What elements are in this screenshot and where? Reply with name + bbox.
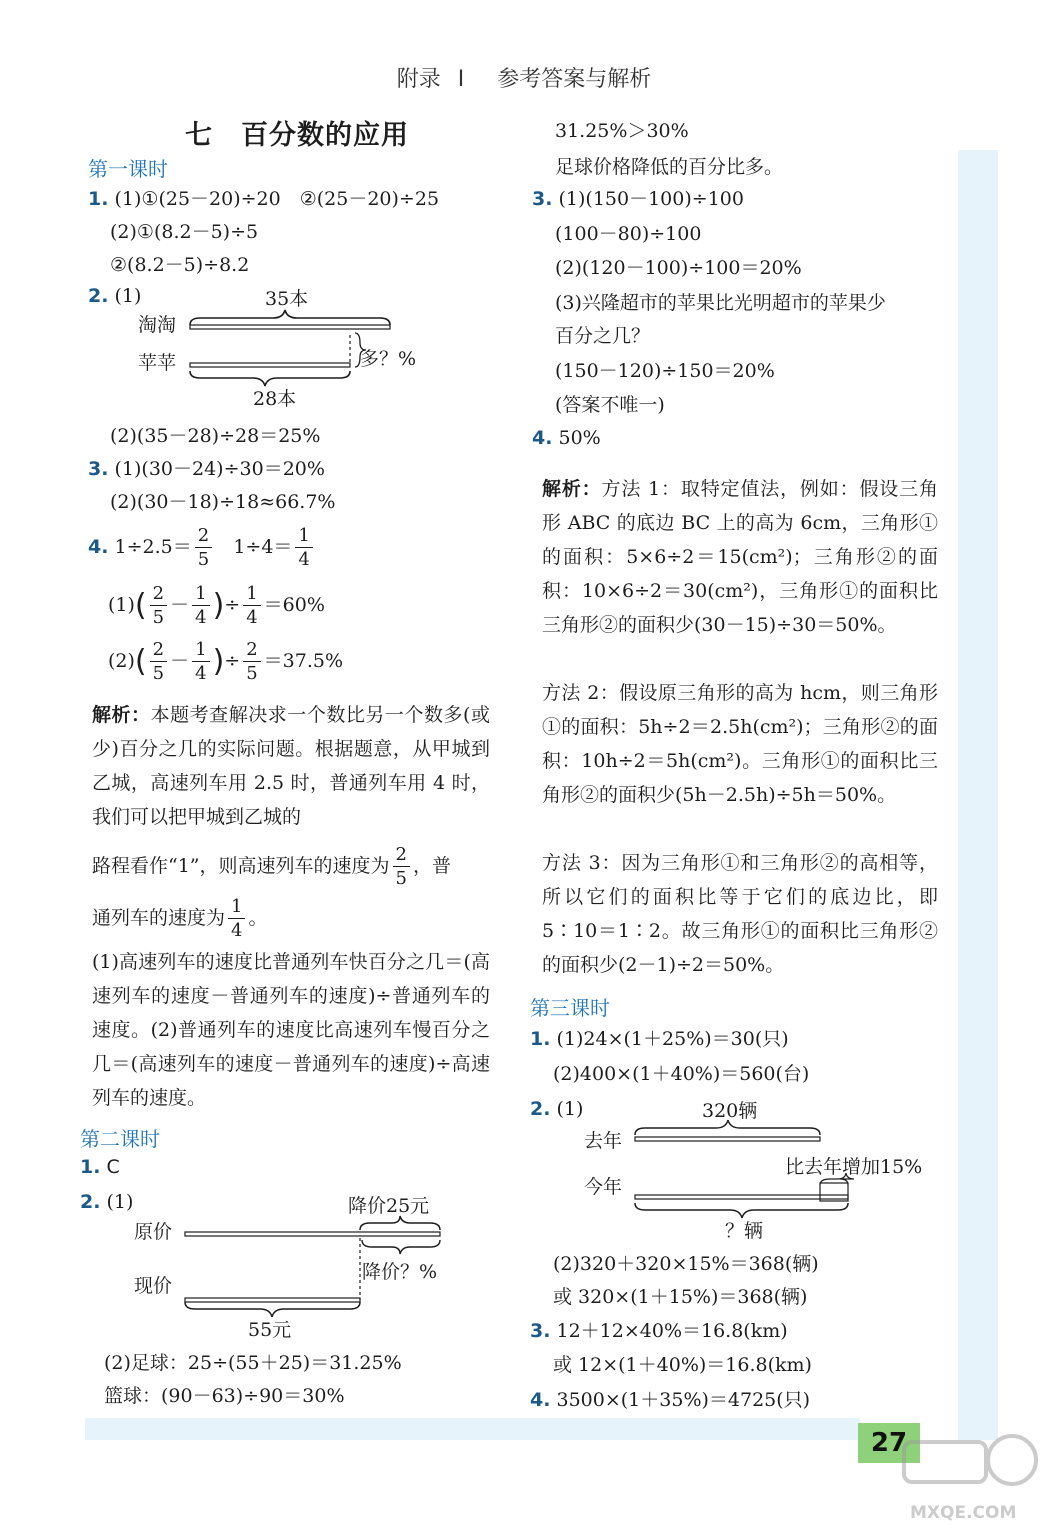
answer-line: (2)(35－28)÷28＝25% [110,425,321,447]
brace-bottom [185,1302,360,1317]
question-number: 3. [532,188,553,210]
analysis-text: ，普 [412,855,451,877]
decorative-side-strip [958,150,998,1440]
answer-text: 1÷4＝ [233,536,293,558]
lesson-3-heading: 第三课时 [530,996,610,1020]
l2-question-1 [80,1158,120,1177]
row-label-current: 现价 [134,1275,173,1297]
analysis-paragraph-left [92,698,490,834]
question-4 [88,527,316,569]
l3-question-1 [530,1030,789,1049]
analysis-line-speed-normal: 通列车的速度为 $\frac{1}{4}$ 。 [92,896,268,941]
answer-result: ＝37.5% [263,650,344,672]
brace-top [360,1216,440,1230]
question-3-right [532,190,744,209]
answer-part-label: (1) [556,1098,584,1120]
analysis-text: 路程看作“1”，则高速列车的速度为 [92,855,390,877]
analysis-method-1 [542,472,938,642]
diagram-bottom-label: ？辆 [725,1220,764,1242]
lesson-2-heading: 第二课时 [80,1127,160,1151]
analysis-text: 方法 1：取特定值法，例如：假设三角形 ABC 的底边 BC 上的高为 6cm，三角形①的面积：5×6÷2＝15(cm²)；三角形②的面积：10×6÷2＝30(cm²)，三角形①的面积比三角形②的面积少(30－15)÷30＝50%。 [542,478,938,636]
answer-line-q4-2: (2)( $\frac{2}{5}$ － $\frac{1}{4}$ )÷ $\frac{2}{5}$ ＝37.5% [108,639,344,684]
analysis-method-3: 方法 3：因为三角形①和三角形②的高相等，所以它们的面积比等于它们的底边比，即 5∶10＝1∶2。故三角形①的面积比三角形②的面积少(2－1)÷2＝50%。 [542,852,938,976]
question-4-right [532,429,601,448]
answer-line: 12＋12×40%＝16.8(km) [556,1320,788,1342]
decorative-bottom-strip [85,1418,860,1440]
bar-original [185,1232,440,1236]
question-number: 2. [88,285,109,307]
answer-line: 或 12×(1＋40%)＝16.8(km) [553,1354,812,1376]
answer-line: (2)(120－100)÷100＝20% [555,257,802,279]
increase-segment [820,1183,848,1201]
bar-pingping [190,363,350,367]
diagram-top-label: 320辆 [702,1100,758,1122]
analysis-text: 通列车的速度为 [92,907,226,929]
bar-this-year [635,1195,848,1199]
question-number: 4. [532,427,553,449]
answer-line: (1)24×(1＋25%)＝30(只) [556,1028,789,1050]
diagram-bottom-label: 28本 [253,388,297,410]
row-label-last-year: 去年 [584,1130,623,1152]
answer-line: 3500×(1＋35%)＝4725(只) [556,1389,811,1411]
answer-line: (1)(30－24)÷30＝20% [114,458,325,480]
comparison-diagram-price [130,1190,450,1350]
bar-taotao [190,325,390,329]
chapter-name: 百分数的应用 [241,120,409,151]
comparison-diagram-books [130,285,430,415]
diagram-question-label: 降价？% [362,1261,438,1283]
l2-question-2 [80,1193,133,1212]
analysis-line-speed-high: 路程看作“1”，则高速列车的速度为 $\frac{2}{5}$ ，普 [92,844,451,889]
header-separator: I [457,67,465,92]
bar-current [185,1298,360,1302]
answer-line: (2)(30－18)÷18≈66.7% [110,491,336,513]
question-number: 1. [88,188,109,210]
row-label-pingping: 苹苹 [138,352,177,374]
question-1 [88,190,439,209]
answer-line: (答案不唯一) [555,394,665,416]
row-label-taotao: 淘淘 [138,314,177,336]
question-number: 4. [530,1389,551,1411]
answer-line: ②(8.2－5)÷8.2 [110,254,250,276]
brace-bottom [635,1203,848,1218]
question-number: 2. [80,1191,101,1213]
chapter-number: 七 [185,120,213,151]
answer-line: (2)①(8.2－5)÷5 [110,221,259,243]
answer-line: (2)400×(1＋40%)＝560(台) [553,1063,810,1085]
analysis-label: 解析： [92,704,151,726]
diagram-bottom-label: 55元 [248,1319,292,1341]
answer-line-q4-1: (1)( $\frac{2}{5}$ － $\frac{1}{4}$ )÷ $\frac{1}{4}$ ＝60% [108,583,325,628]
answer-line: 篮球：(90－63)÷90＝30% [104,1385,345,1407]
question-number: 1. [80,1156,101,1178]
bar-last-year [635,1137,820,1141]
answer-line: (2)足球：25÷(55＋25)＝31.25% [104,1352,402,1374]
analysis-method-2: 方法 2：假设原三角形的高为 hcm，则三角形①的面积：5h÷2＝2.5h(cm²)；三角形②的面积：10h÷2＝5h(cm²)。三角形①的面积比三角形②的面积少(5h－2.5h)÷5h＝50%。 [542,682,938,806]
watermark-logo [900,1420,1040,1530]
analysis-text: 。 [248,907,268,929]
analysis-label: 解析： [542,478,602,500]
row-label-original: 原价 [134,1221,173,1243]
answer-choice: C [106,1156,120,1178]
answer-line: 50% [558,427,601,449]
question-number: 2. [530,1098,551,1120]
fraction: $\frac{1}{4}$ [295,527,312,569]
question-number: 3. [530,1320,551,1342]
chapter-title [185,113,409,152]
fraction: $\frac{2}{5}$ [195,527,212,569]
l3-question-3 [530,1322,788,1341]
header-title: 参考答案与解析 [497,67,652,92]
l3-question-4 [530,1391,810,1410]
answer-line: 百分之几？ [555,325,651,347]
diagram-increase-label: 比去年增加15% [785,1156,923,1178]
brace-mid [362,1240,440,1254]
answer-line: 31.25%＞30% [555,120,689,142]
watermark-text: MXQE.COM [910,1503,1017,1523]
answer-line: 或 320×(1＋15%)＝368(辆) [553,1286,808,1308]
answer-line: (100－80)÷100 [555,223,702,245]
comparison-diagram-cars [580,1095,940,1245]
row-label-this-year: 今年 [584,1176,623,1198]
answer-part-label: (1) [108,594,135,616]
answer-line: (3)兴隆超市的苹果比光明超市的苹果少 [555,292,886,314]
answer-line: 足球价格降低的百分比多。 [555,156,784,178]
diagram-top-label: 35本 [265,288,309,310]
header-appendix: 附录 [396,67,441,92]
question-number: 4. [88,536,109,558]
answer-text: 1÷2.5＝ [114,536,192,558]
answer-result: ＝60% [263,594,325,616]
answer-part-label: (1) [114,285,142,307]
running-header [0,62,1048,93]
answer-line: (2)320＋320×15%＝368(辆) [553,1253,819,1275]
l3-question-2 [530,1100,583,1119]
answer-line: (150－120)÷150＝20% [555,360,775,382]
analysis-paragraph-left-2: (1)高速列车的速度比普通列车快百分之几＝(高速列车的速度－普通列车的速度)÷普通列车的速度。(2)普通列车的速度比高速列车慢百分之几＝(高速列车的速度－普通列车的速度)÷高速列车的速度。 [92,951,490,1109]
diagram-top-label: 降价25元 [348,1195,430,1217]
answer-line: (1)(150－100)÷100 [558,188,744,210]
answer-line: (1)①(25－20)÷20 ②(25－20)÷25 [114,188,440,210]
lesson-1-heading: 第一课时 [88,157,168,181]
analysis-text: 本题考查解决求一个数比另一个数多(或少)百分之几的实际问题。根据题意，从甲城到乙城，高速列车用 2.5 时，普通列车用 4 时，我们可以把甲城到乙城的 [92,704,490,828]
answer-part-label: (2) [108,650,135,672]
brace-top [190,310,390,325]
diagram-question-label: 多？% [360,348,417,370]
answer-part-label: (1) [106,1191,134,1213]
brace-bottom [190,371,350,386]
brace-top [635,1120,820,1135]
page-number: 27 [858,1423,920,1463]
question-number: 1. [530,1028,551,1050]
question-3 [88,460,325,479]
question-number: 3. [88,458,109,480]
